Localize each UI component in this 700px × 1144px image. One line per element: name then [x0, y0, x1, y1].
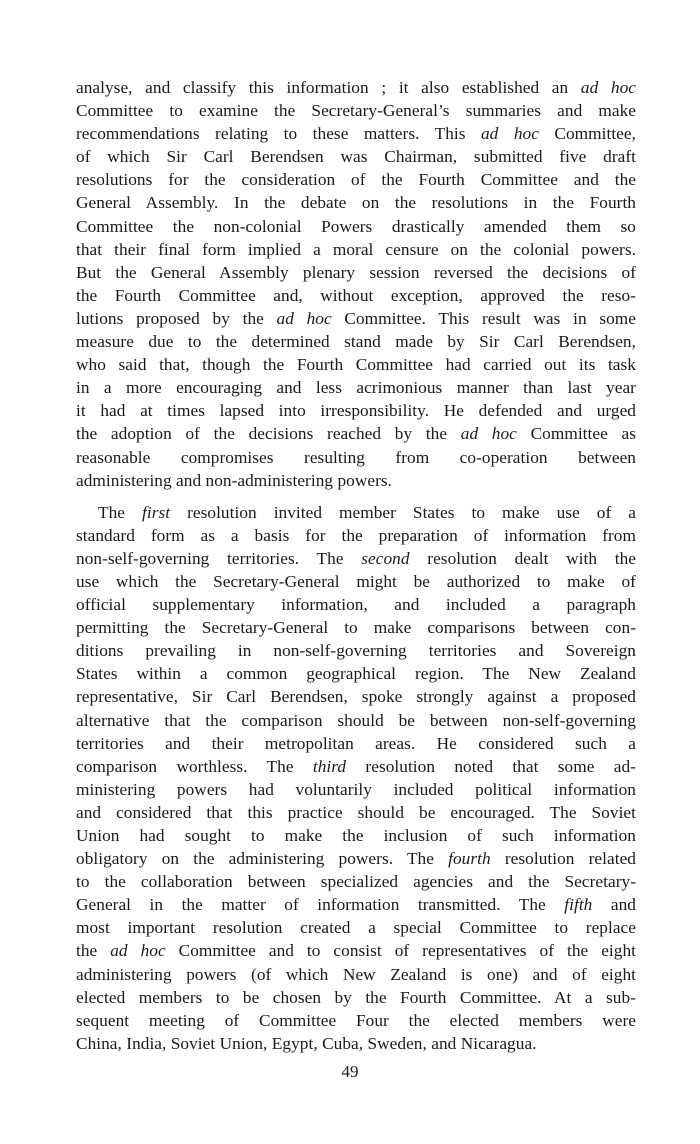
text-run: ditions prevailing in non-self-governing territories and Sovereign [76, 641, 636, 661]
text-run: the adoption of the decisions reached by the [76, 424, 461, 444]
text-line [76, 570, 636, 593]
text-run: administering powers (of which New Zealand is one) and of eight [76, 964, 636, 984]
text-run: Committee. This result was in some [331, 308, 636, 328]
body-text [76, 76, 636, 1055]
text-run: use which the Secretary-General might be authorized to make of [76, 571, 636, 591]
text-run: alternative that the comparison should be between non-self-governing [76, 710, 636, 730]
text-run: and considered that this practice should be encouraged. The Soviet [76, 802, 636, 822]
text-run: analyse, and classify this information ; it also established an [76, 78, 581, 97]
text-run: The [98, 502, 142, 522]
text-line [76, 1032, 636, 1055]
italic-term: second [361, 548, 410, 568]
text-line [76, 709, 636, 732]
text-run: sequent meeting of Committee Four the elected members were [76, 1010, 636, 1030]
text-line [76, 870, 636, 893]
text-line [76, 847, 636, 870]
text-run: recommendations relating to these matters. This [76, 124, 481, 144]
text-line [76, 685, 636, 708]
text-run: territories and their metropolitan areas. He considered such a [76, 733, 636, 753]
text-run: it had at times lapsed into irresponsibility. He defended and urged [76, 401, 636, 421]
text-line [76, 191, 636, 214]
paragraph [76, 501, 636, 1055]
paragraph-gap [76, 492, 636, 501]
text-run: States within a common geographical region. The New Zealand [76, 664, 636, 684]
text-line [76, 284, 636, 307]
text-line [76, 593, 636, 616]
text-line [76, 145, 636, 168]
text-line [76, 963, 636, 986]
text-run: measure due to the determined stand made by Sir Carl Berendsen, [76, 332, 636, 352]
text-run: official supplementary information, and included a paragraph [76, 595, 636, 615]
italic-term: third [312, 756, 347, 776]
text-line [76, 501, 636, 524]
text-line [76, 307, 636, 330]
text-line [76, 778, 636, 801]
text-run: the Fourth Committee and, without exception, approved the reso- [76, 285, 636, 305]
text-run: Committee, [538, 124, 636, 144]
text-line [76, 662, 636, 685]
text-run: reasonable compromises resulting from co-operation between [76, 447, 636, 467]
text-run: General in the matter of information transmitted. The [76, 895, 565, 915]
text-run: to the collaboration between specialized agencies and the Secretary- [76, 872, 636, 892]
text-run: lutions proposed by the [76, 308, 277, 328]
text-run: comparison worthless. The [76, 756, 313, 776]
page-number: 49 [341, 1062, 359, 1081]
text-line [76, 422, 636, 445]
text-run: Union had sought to make the inclusion of such information [76, 826, 636, 845]
text-run: resolution dealt with the [409, 548, 637, 568]
text-run: in a more encouraging and less acrimonious manner than last year [76, 378, 636, 398]
text-run: Committee the non-colonial Powers drastically amended them so [76, 216, 636, 236]
text-run: most important resolution created a special Committee to replace [76, 918, 636, 938]
text-run: that their final form implied a moral censure on the colonial powers. [76, 239, 636, 259]
italic-term: ad hoc [110, 941, 166, 961]
text-line [76, 261, 636, 284]
text-line [76, 76, 636, 99]
text-line [76, 824, 636, 847]
text-line [76, 238, 636, 261]
italic-term: ad hoc [580, 78, 636, 97]
text-run: General Assembly. In the debate on the resolutions in the Fourth [76, 193, 636, 213]
text-line [76, 469, 636, 492]
text-line [76, 399, 636, 422]
text-run: Committee to examine the Secretary-General’s summaries and make [76, 101, 636, 121]
text-run: representative, Sir Carl Berendsen, spoke strongly against a proposed [76, 687, 636, 707]
text-line [76, 801, 636, 824]
text-line [76, 353, 636, 376]
italic-term: ad hoc [480, 124, 539, 144]
text-run: resolution related [490, 849, 636, 869]
italic-term: first [142, 502, 171, 522]
text-line [76, 755, 636, 778]
text-run: of which Sir Carl Berendsen was Chairman, submitted five draft [76, 147, 636, 167]
text-run: elected members to be chosen by the Fourth Committee. At a sub- [76, 987, 636, 1007]
text-run: resolution invited member States to make use of a [170, 502, 636, 522]
text-run: permitting the Secretary-General to make comparisons between con- [76, 618, 636, 638]
text-line [76, 616, 636, 639]
text-run: resolution noted that some ad- [346, 756, 636, 776]
text-run: and [592, 895, 636, 915]
text-run: standard form as a basis for the preparation of information from [76, 525, 636, 545]
text-line [76, 986, 636, 1009]
text-run: non-self-governing territories. The [76, 548, 362, 568]
text-line [76, 939, 636, 962]
text-line [76, 893, 636, 916]
paragraph [76, 76, 636, 492]
text-line [76, 168, 636, 191]
text-run: who said that, though the Fourth Committee had carried out its task [76, 355, 636, 375]
text-line [76, 122, 636, 145]
text-line [76, 732, 636, 755]
text-run: But the General Assembly plenary session reversed the decisions of [76, 262, 636, 282]
text-line [76, 916, 636, 939]
text-run: resolutions for the consideration of the Fourth Committee and the [76, 170, 636, 190]
italic-term: fourth [448, 849, 491, 869]
text-run: administering and non-administering powers. [76, 470, 393, 490]
text-line [76, 446, 636, 469]
text-line [76, 376, 636, 399]
text-line [76, 547, 636, 570]
italic-term: ad hoc [460, 424, 517, 444]
text-run: Committee as [516, 424, 636, 444]
text-line [76, 639, 636, 662]
text-run: China, India, Soviet Union, Egypt, Cuba, Sweden, and Nicaragua. [76, 1033, 537, 1053]
text-line [76, 99, 636, 122]
italic-term: fifth [564, 895, 593, 915]
text-run: Committee and to consist of representatives of the eight [165, 941, 636, 961]
text-line [76, 1009, 636, 1032]
text-line [76, 215, 636, 238]
text-line [76, 330, 636, 353]
italic-term: ad hoc [276, 308, 332, 328]
text-run: ministering powers had voluntarily included political information [76, 779, 636, 799]
text-line [76, 524, 636, 547]
text-run: the [76, 941, 111, 961]
text-run: obligatory on the administering powers. The [76, 849, 449, 869]
